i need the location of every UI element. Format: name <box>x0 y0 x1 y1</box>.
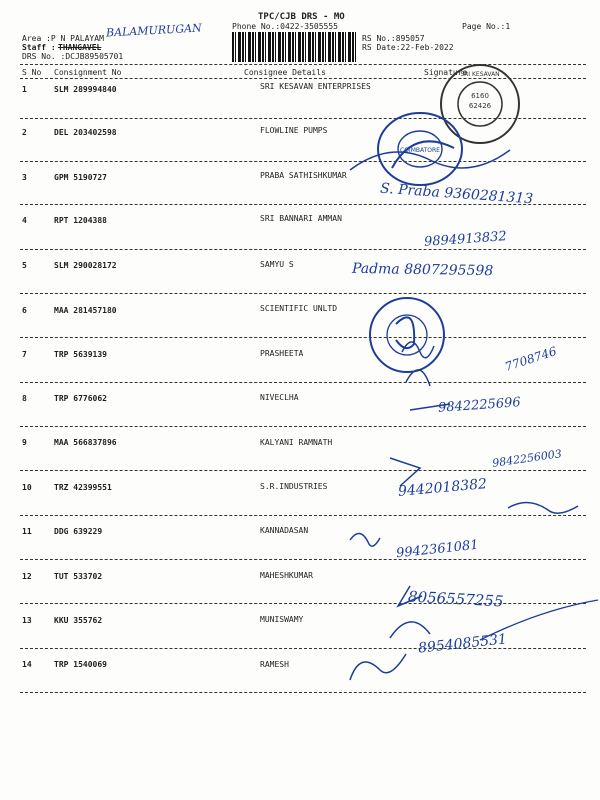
row-consignee: MUNISWAMY <box>260 615 304 624</box>
barcode <box>232 32 356 62</box>
row-consignment: GPM 5190727 <box>54 173 107 182</box>
col-sno: S No <box>22 68 42 77</box>
signature-4: 9894913832 <box>423 229 508 250</box>
signature-9: 9842256003 <box>491 447 563 470</box>
signature-5: Padma 8807295598 <box>351 260 494 280</box>
svg-text:62426: 62426 <box>468 102 492 110</box>
drs-number: DRS No. :DCJB89505701 <box>22 52 124 61</box>
col-signature: Signature <box>424 68 468 77</box>
signature-12: 8056557255 <box>407 587 504 611</box>
svg-text:SRI KESAVAN: SRI KESAVAN <box>460 71 500 78</box>
row-sno: 6 <box>22 306 27 315</box>
row-consignment: TRP 5639139 <box>54 350 107 359</box>
row-sno: 3 <box>22 173 27 182</box>
doc-title: TPC/CJB DRS - MO <box>258 12 345 22</box>
row-consignee: RAMESH <box>260 660 289 669</box>
row-consignment: SLM 290028172 <box>54 261 117 270</box>
rs-date: RS Date:22-Feb-2022 <box>362 43 454 52</box>
area-field: Area :P N PALAYAM <box>22 34 104 43</box>
staff-name: THANGAVEL <box>58 43 102 52</box>
signature-11: 9942361081 <box>395 537 480 562</box>
row-consignment: MAA 566837896 <box>54 438 117 447</box>
row-consignment: KKU 355762 <box>54 616 103 625</box>
signature-13: 8954085531 <box>417 631 508 657</box>
row-consignee: MAHESHKUMAR <box>260 571 313 580</box>
row-consignment: DEL 203402598 <box>54 128 117 137</box>
row-consignee: PRASHEETA <box>260 349 304 358</box>
page-number: Page No.:1 <box>462 22 511 31</box>
row-consignee: KANNADASAN <box>260 526 309 535</box>
row-sno: 10 <box>22 483 32 492</box>
row-consignee: SRI BANNARI AMMAN <box>260 214 342 223</box>
row-consignment: TRP 1540069 <box>54 660 107 669</box>
row-sno: 14 <box>22 660 32 669</box>
col-consignment: Consignment No <box>54 68 122 77</box>
col-consignee: Consignee Details <box>244 68 326 77</box>
signature-scribbles <box>330 120 600 710</box>
row-sno: 5 <box>22 261 27 270</box>
row-consignee: PRABA SATHISHKUMAR <box>260 171 347 180</box>
row-sno: 9 <box>22 438 27 447</box>
row-consignment: TRZ 42399551 <box>54 483 112 492</box>
row-consignee: NIVECLHA <box>260 393 299 402</box>
row-consignment: TRP 6776062 <box>54 394 107 403</box>
row-sno: 11 <box>22 527 32 536</box>
row-consignment: DDG 639229 <box>54 527 103 536</box>
row-consignee: S.R.INDUSTRIES <box>260 482 328 491</box>
row-sno: 4 <box>22 216 27 225</box>
staff-label: Staff : <box>22 43 56 52</box>
row-consignee: SRI KESAVAN ENTERPRISES <box>260 82 371 91</box>
row-sno: 7 <box>22 350 27 359</box>
row-consignment: SLM 289994840 <box>54 85 117 94</box>
row-consignment: TUT 533702 <box>54 572 103 581</box>
svg-text:6160: 6160 <box>471 92 489 100</box>
row-consignee: KALYANI RAMNATH <box>260 438 333 447</box>
rs-number: RS No.:895057 <box>362 34 425 43</box>
row-consignment: MAA 281457180 <box>54 306 117 315</box>
svg-text:COIMBATORE: COIMBATORE <box>400 147 440 154</box>
signature-10: 9442018382 <box>397 476 488 500</box>
row-sno: 13 <box>22 616 32 625</box>
row-sno: 12 <box>22 572 32 581</box>
row-sno: 1 <box>22 85 27 94</box>
row-consignment: RPT 1204388 <box>54 216 107 225</box>
row-consignee: SAMYU S <box>260 260 294 269</box>
phone-number: Phone No.:0422-3505555 <box>232 22 338 31</box>
signature-3: S. Praba 9360281313 <box>379 180 534 208</box>
signature-7: 7708746 <box>503 344 559 374</box>
row-sno: 8 <box>22 394 27 403</box>
row-sno: 2 <box>22 128 27 137</box>
row-consignee: SCIENTIFIC UNLTD <box>260 304 338 313</box>
row-consignee: FLOWLINE PUMPS <box>260 126 328 135</box>
area-handwritten: BALAMURUGAN <box>105 21 202 40</box>
signature-8: 9842225696 <box>437 395 522 416</box>
